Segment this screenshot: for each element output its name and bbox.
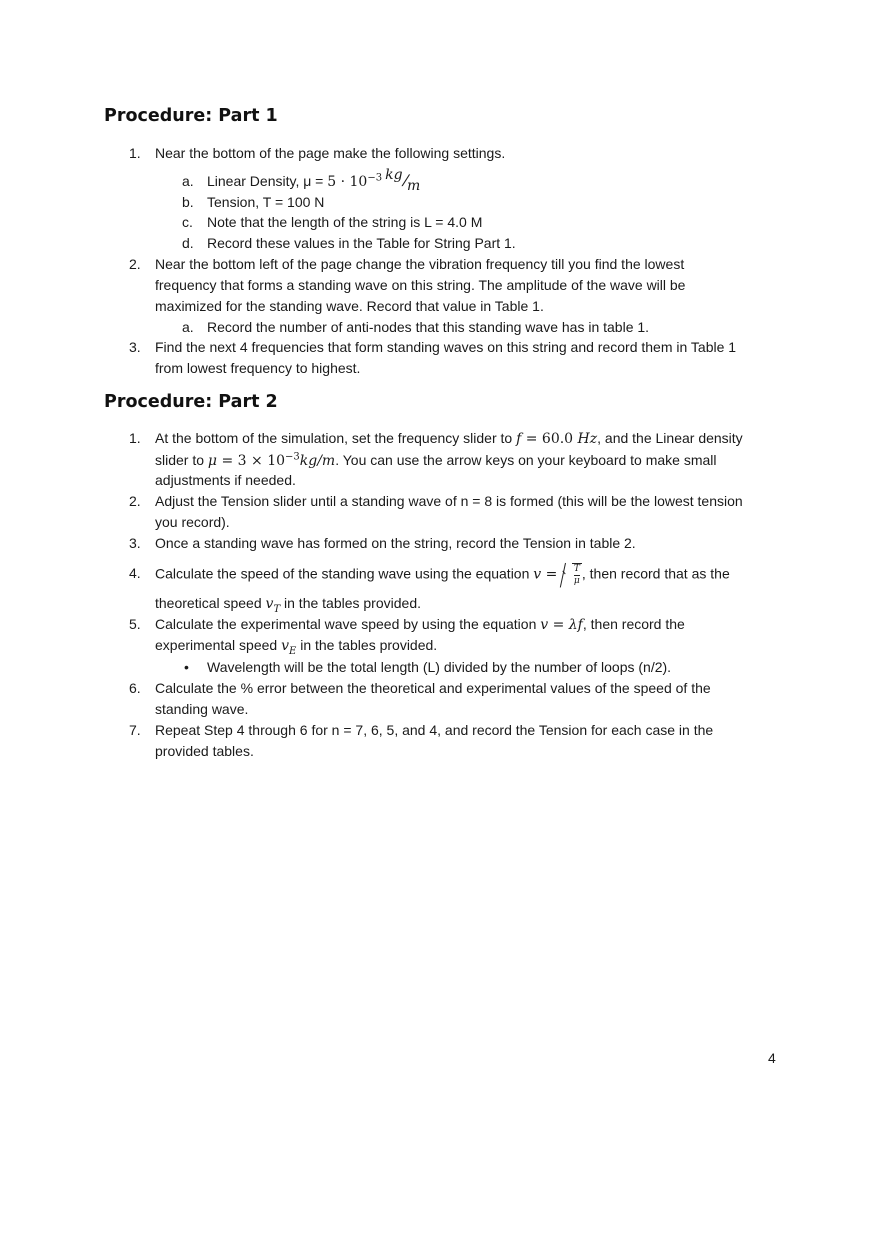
step-text: Once a standing wave has formed on the string, record the Tension in table 2.: [155, 535, 636, 551]
step-text: Repeat Step 4 through 6 for n = 7, 6, 5, and 4, and record the Tension for each case in the: [155, 722, 714, 738]
step-number: 7.: [129, 722, 141, 738]
substep-text: Note that the length of the string is L = 4.0 M: [207, 214, 483, 230]
step-text: Calculate the speed of the standing wave using the equation v = $\frac{T}{\mu}$ , then record that as the: [155, 564, 730, 586]
procedure-part2-heading: Procedure: Part 2: [104, 392, 278, 412]
step-number: 1.: [129, 145, 141, 161]
step-number: 2.: [129, 493, 141, 509]
step-text: you record).: [155, 514, 230, 530]
bullet-icon: •: [184, 659, 189, 675]
step-number: 3.: [129, 535, 141, 551]
substep-text: Tension, T = 100 N: [207, 194, 325, 210]
step-text: maximized for the standing wave. Record that value in Table 1.: [155, 298, 544, 314]
substep-label: a.: [182, 173, 194, 189]
step-text: theoretical speed $v_T$ in the tables provided.: [155, 595, 421, 615]
step-text: frequency that forms a standing wave on this string. The amplitude of the wave will be: [155, 277, 686, 293]
step-number: 2.: [129, 256, 141, 272]
step-text: Near the bottom left of the page change the vibration frequency till you find the lowest: [155, 256, 685, 272]
sqrt-fraction: $\frac{T}{\mu}$: [573, 564, 580, 586]
step-number: 4.: [129, 565, 141, 581]
substep-text: Record these values in the Table for String Part 1.: [207, 235, 516, 251]
step-number: 6.: [129, 680, 141, 696]
step-text: Find the next 4 frequencies that form standing waves on this string and record them in Table 1: [155, 339, 737, 355]
step-text: from lowest frequency to highest.: [155, 360, 361, 376]
substep-label: d.: [182, 235, 194, 251]
procedure-part1-heading: Procedure: Part 1: [104, 106, 278, 126]
step-text: provided tables.: [155, 743, 254, 759]
step-number: 1.: [129, 430, 141, 446]
step-number: 5.: [129, 616, 141, 632]
step-text: experimental speed $v_E$ in the tables provided.: [155, 637, 438, 657]
step-text: standing wave.: [155, 701, 249, 717]
step-text: At the bottom of the simulation, set the frequency slider to f = 60.0 Hz, and the Linear density: [155, 430, 743, 447]
substep-text: Record the number of anti-nodes that this standing wave has in table 1.: [207, 319, 650, 335]
bullet-text: Wavelength will be the total length (L) divided by the number of loops (n/2).: [207, 659, 672, 675]
step-text: Near the bottom of the page make the following settings.: [155, 145, 506, 161]
step-text: Calculate the % error between the theoretical and experimental values of the speed of the: [155, 680, 711, 696]
page-number: 4: [768, 1050, 776, 1066]
step-text: adjustments if needed.: [155, 472, 296, 488]
substep-label: c.: [182, 214, 193, 230]
substep-label: a.: [182, 319, 194, 335]
step-text: slider to $\mu = 3 \times 10^{-3}kg/m$. You can use the arrow keys on your keyboard to make small: [155, 451, 717, 469]
step-text: Calculate the experimental wave speed by using the equation v = λf, then record the: [155, 616, 685, 633]
step-text: Adjust the Tension slider until a standing wave of n = 8 is formed (this will be the lowest tension: [155, 493, 743, 509]
step-number: 3.: [129, 339, 141, 355]
substep-label: b.: [182, 194, 194, 210]
substep-text: Linear Density, $\mu = 5 \cdot 10^{-3}$ kg/m: [207, 167, 421, 194]
